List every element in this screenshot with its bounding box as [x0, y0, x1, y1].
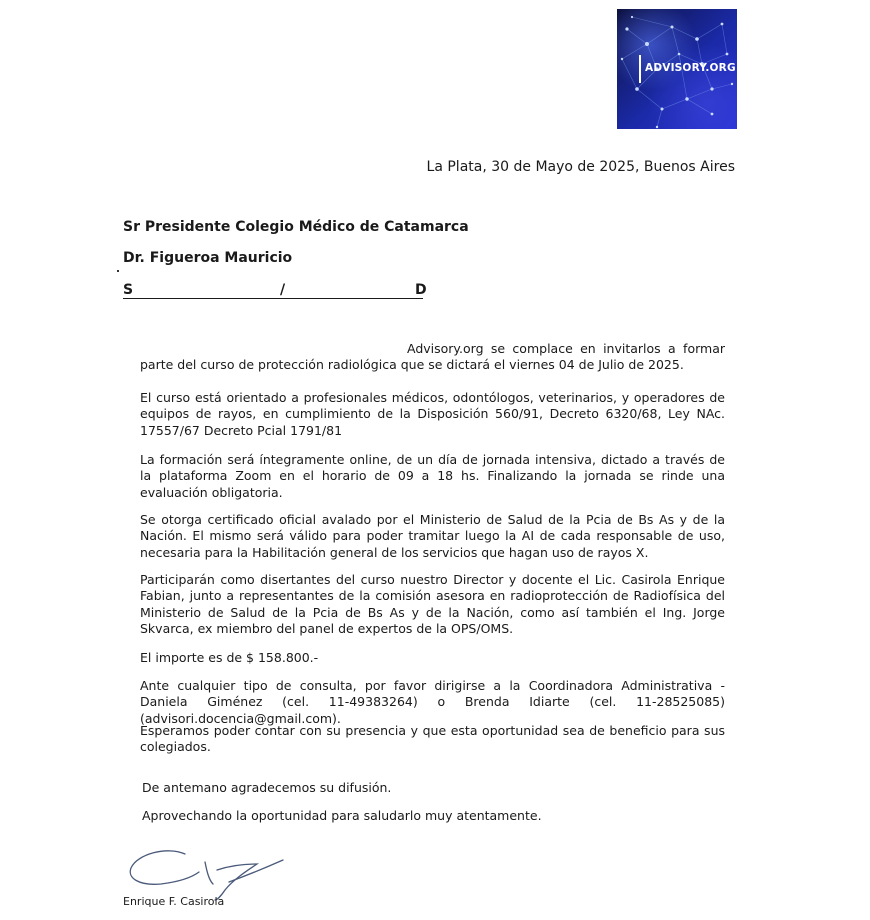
paragraph-speakers: Participarán como disertantes del curso nuestro Director y docente el Lic. Casirola Enrique Fabian, junto a representantes de la comisión asesora en radioprotección de Radiofísica del Ministerio de Salud de la Pcia de Bs As y de la Nación, como así también el Ing. Jorge Skvarca, ex miembro del panel de expertos de la OPS/OMS. — [140, 572, 725, 636]
recipient-title: Sr Presidente Colegio Médico de Catamarca — [123, 219, 469, 235]
logo-divider — [639, 55, 641, 83]
sd-slash: / — [280, 282, 286, 298]
sd-d: D — [415, 282, 427, 298]
paragraph-contact: Ante cualquier tipo de consulta, por favor dirigirse a la Coordinadora Administrativa - Daniela Giménez (cel. 11-49383264) o Brenda Idiarte (cel. 11-28525085) (advisori.docencia@gmail.com). — [140, 678, 725, 726]
sd-line — [123, 282, 427, 299]
sd-s: S — [123, 282, 134, 298]
paragraph-closing-wish: Esperamos poder contar con su presencia y que esta oportunidad sea de beneficio para sus colegiados. — [140, 723, 725, 755]
closing-thanks: De antemano agradecemos su difusión. — [142, 780, 392, 795]
signer-name: Enrique F. Casirola — [123, 895, 225, 908]
paragraph-price: El importe es de $ 158.800.- — [140, 650, 319, 665]
paragraph-invitation: Advisory.org se complace en invitarlos a formar parte del curso de protección radiológica que se dictará el viernes 04 de Julio de 2025. — [140, 341, 725, 373]
handwritten-signature — [125, 842, 295, 902]
paragraph-certificate: Se otorga certificado oficial avalado por el Ministerio de Salud de la Pcia de Bs As y de la Nación. El mismo será válido para poder tramitar luego la AI de cada responsable de uso, necesaria para la Habilitación general de los servicios que hagan uso de rayos X. — [140, 512, 725, 560]
logo-text: ADVISORY.ORG — [645, 62, 736, 74]
date-line: La Plata, 30 de Mayo de 2025, Buenos Aires — [426, 159, 735, 175]
closing-greeting: Aprovechando la oportunidad para saludarlo muy atentamente. — [142, 808, 542, 823]
advisory-logo — [617, 9, 737, 129]
stray-dot — [117, 270, 119, 272]
paragraph-format: La formación será íntegramente online, de un día de jornada intensiva, dictado a través de la plataforma Zoom en el horario de 09 a 18 hs. Finalizando la jornada se rinde una evaluación obligatoria. — [140, 452, 725, 500]
recipient-name: Dr. Figueroa Mauricio — [123, 250, 293, 266]
paragraph-audience: El curso está orientado a profesionales médicos, odontólogos, veterinarios, y operadores de equipos de rayos, en cumplimiento de la Disposición 560/91, Decreto 6320/68, Ley NAc. 17557/67 Decreto Pcial 1791/81 — [140, 390, 725, 438]
